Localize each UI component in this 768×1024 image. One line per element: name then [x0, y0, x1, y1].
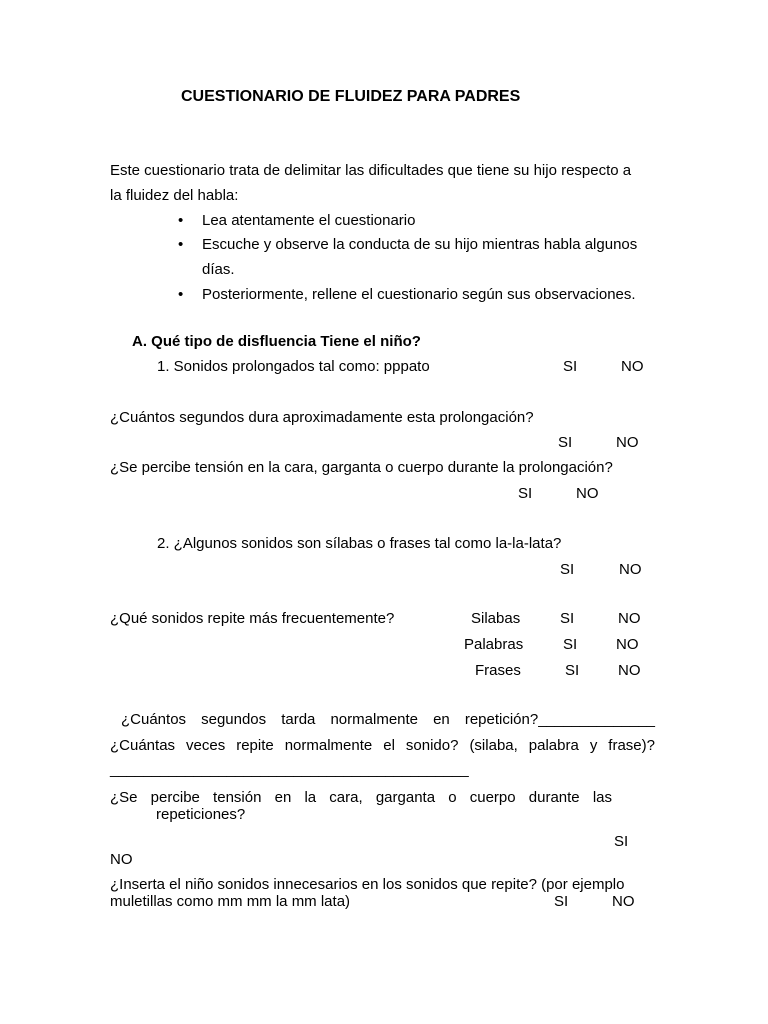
bullet-icon: • — [178, 286, 184, 303]
question-3: ¿Inserta el niño sonidos innecesarios en los sonidos que repite? (por ejemplo — [110, 876, 625, 893]
bullet-icon: • — [178, 212, 184, 229]
answer-no: NO — [616, 434, 639, 451]
answer-no: NO — [576, 485, 599, 502]
question-2: 2. ¿Algunos sonidos son sílabas o frases tal como la-la-lata? — [157, 535, 562, 552]
option-silabas: Silabas — [471, 610, 521, 627]
bullet-item-1: Lea atentamente el cuestionario — [202, 212, 416, 229]
answer-yes: SI — [558, 434, 573, 451]
answer-yes: SI — [560, 610, 575, 627]
answer-no: NO — [618, 610, 641, 627]
question-2-seconds: ¿Cuántos segundos tarda normalmente en repetición?______________ — [121, 711, 655, 728]
question-2-times: ¿Cuántas veces repite normalmente el sonido? (silaba, palabra y frase)? — [110, 737, 655, 754]
answer-no: NO — [616, 636, 639, 653]
answer-yes: SI — [560, 561, 575, 578]
option-palabras: Palabras — [464, 636, 524, 653]
intro-line-2: la fluidez del habla: — [110, 187, 239, 204]
question-1: 1. Sonidos prolongados tal como: pppato — [157, 358, 430, 375]
answer-no: NO — [619, 561, 642, 578]
bullet-item-2-cont: días. — [202, 261, 235, 278]
question-3-cont: muletillas como mm mm la mm lata) — [110, 893, 351, 910]
answer-yes: SI — [565, 662, 580, 679]
answer-no: NO — [612, 893, 635, 910]
question-2-times-answer-line: ___________________________________________ — [110, 761, 469, 778]
question-1-duration: ¿Cuántos segundos dura aproximadamente esta prolongación? — [110, 409, 534, 426]
bullet-item-2: Escuche y observe la conducta de su hijo mientras habla algunos — [202, 236, 638, 253]
bullet-icon: • — [178, 236, 184, 253]
answer-yes: SI — [563, 636, 578, 653]
answer-yes: SI — [563, 358, 578, 375]
option-frases: Frases — [475, 662, 521, 679]
answer-no: NO — [618, 662, 641, 679]
section-a-heading: A. Qué tipo de disfluencia Tiene el niño? — [132, 333, 421, 350]
answer-yes: SI — [554, 893, 569, 910]
page-title: CUESTIONARIO DE FLUIDEZ PARA PADRES — [181, 88, 521, 105]
answer-yes: SI — [614, 833, 629, 850]
question-2-tension: ¿Se percibe tensión en la cara, garganta o cuerpo durante las — [110, 789, 612, 806]
question-1-tension: ¿Se percibe tensión en la cara, garganta o cuerpo durante la prolongación? — [110, 459, 613, 476]
bullet-item-3: Posteriormente, rellene el cuestionario según sus observaciones. — [202, 286, 636, 303]
answer-yes: SI — [518, 485, 533, 502]
question-2-frequent-sounds: ¿Qué sonidos repite más frecuentemente? — [110, 610, 395, 627]
question-2-tension-cont: repeticiones? — [156, 806, 246, 823]
answer-no: NO — [110, 851, 133, 868]
answer-no: NO — [621, 358, 644, 375]
intro-line-1: Este cuestionario trata de delimitar las dificultades que tiene su hijo respecto a — [110, 162, 632, 179]
